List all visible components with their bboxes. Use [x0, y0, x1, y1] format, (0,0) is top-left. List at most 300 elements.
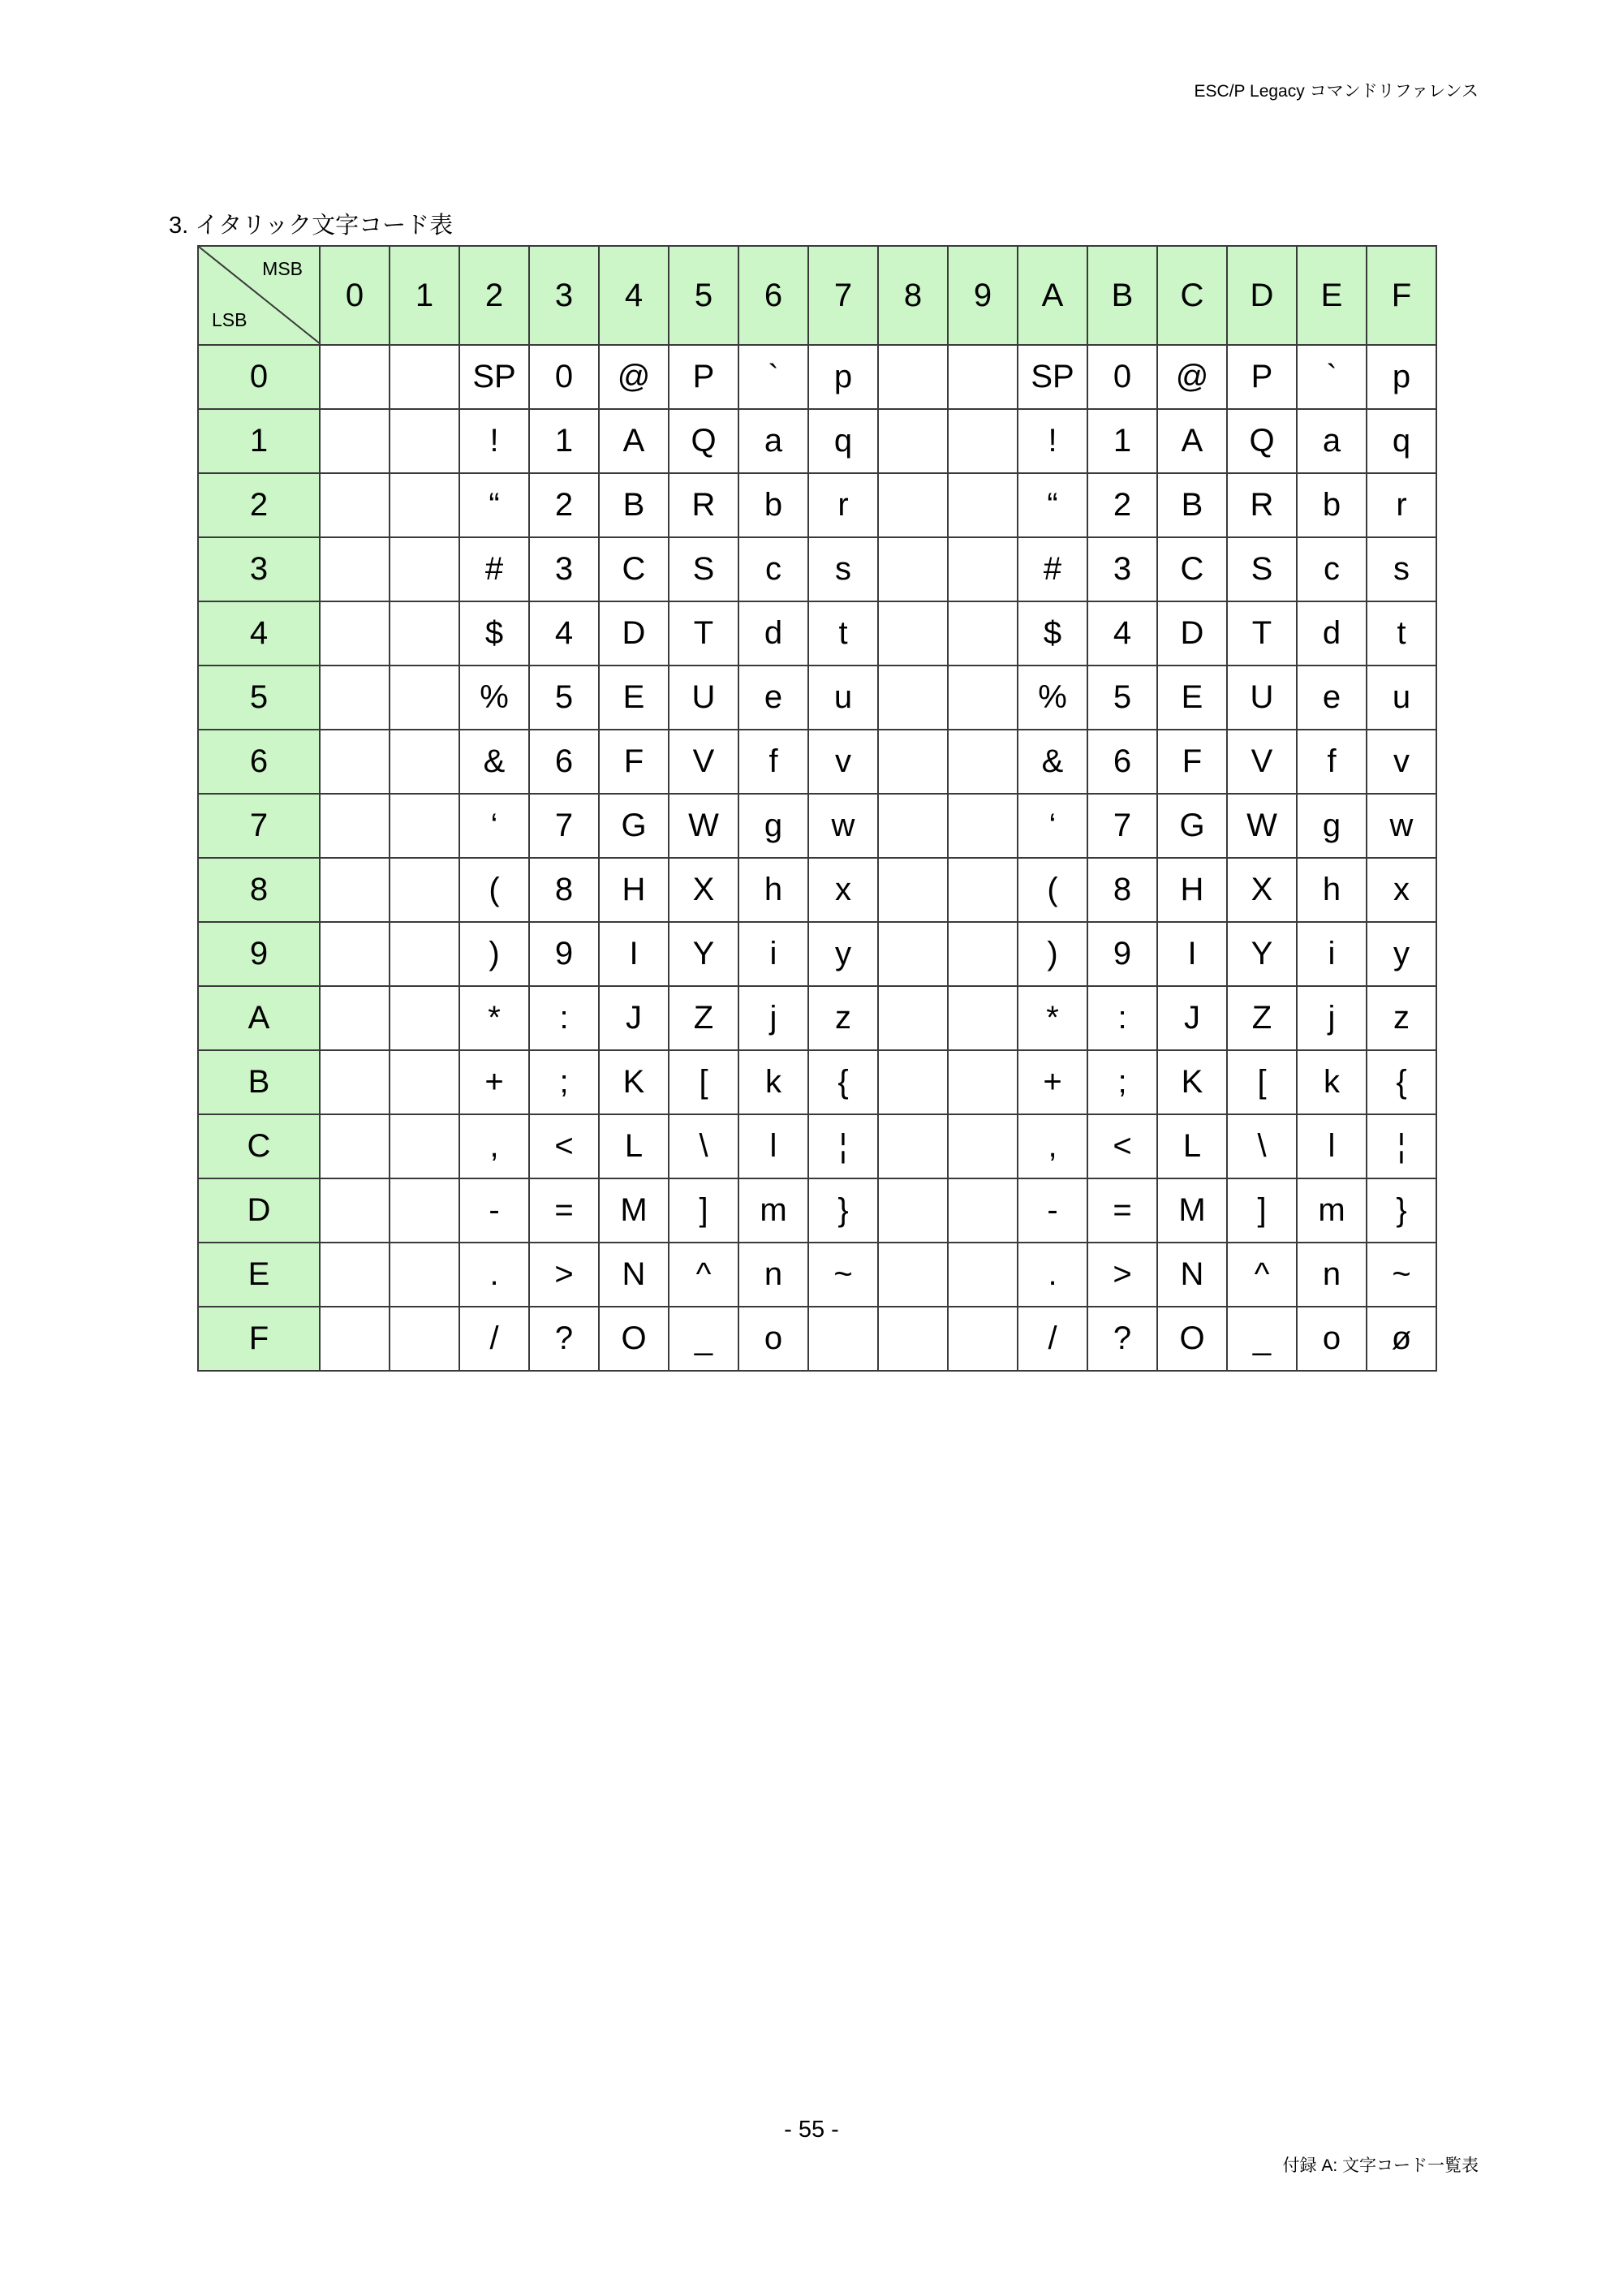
- code-cell: “: [1018, 473, 1087, 537]
- row-header-lsb-A: A: [198, 986, 320, 1050]
- code-cell: [948, 922, 1018, 986]
- code-cell: m: [1297, 1178, 1367, 1243]
- code-cell: [390, 858, 459, 922]
- code-cell: [320, 409, 390, 473]
- lsb-label: LSB: [212, 309, 248, 330]
- row-header-lsb-9: 9: [198, 922, 320, 986]
- code-cell: [390, 601, 459, 666]
- table-corner-cell: [198, 246, 320, 345]
- table-row: [198, 1243, 1436, 1307]
- code-cell: w: [1367, 794, 1436, 858]
- code-cell: [948, 1114, 1018, 1178]
- code-cell: o: [1297, 1307, 1367, 1371]
- code-cell: l: [738, 1114, 808, 1178]
- code-cell: S: [669, 537, 738, 601]
- code-cell: [948, 986, 1018, 1050]
- code-cell: m: [738, 1178, 808, 1243]
- code-cell: [390, 409, 459, 473]
- code-cell: R: [669, 473, 738, 537]
- table-row: [198, 345, 1436, 409]
- code-cell: 9: [529, 922, 599, 986]
- code-cell: [948, 345, 1018, 409]
- code-cell: [320, 1050, 390, 1114]
- code-cell: U: [669, 666, 738, 730]
- code-cell: V: [669, 730, 738, 794]
- code-cell: Y: [669, 922, 738, 986]
- code-cell: y: [808, 922, 878, 986]
- table-row: [198, 986, 1436, 1050]
- code-cell: ;: [1087, 1050, 1157, 1114]
- column-header-msb-2: 2: [459, 246, 529, 345]
- code-cell: A: [1157, 409, 1227, 473]
- row-header-lsb-7: 7: [198, 794, 320, 858]
- code-cell: >: [1087, 1243, 1157, 1307]
- code-cell: C: [599, 537, 669, 601]
- code-cell: h: [738, 858, 808, 922]
- code-cell: k: [738, 1050, 808, 1114]
- code-cell: Z: [669, 986, 738, 1050]
- code-cell: [: [1227, 1050, 1297, 1114]
- footer-title: 付録 A: 文字コード一覧表: [1282, 2156, 1479, 2175]
- code-cell: u: [1367, 666, 1436, 730]
- code-cell: M: [1157, 1178, 1227, 1243]
- code-cell: Y: [1227, 922, 1297, 986]
- code-cell: v: [808, 730, 878, 794]
- code-cell: [: [669, 1050, 738, 1114]
- code-cell: e: [1297, 666, 1367, 730]
- code-cell: (: [459, 858, 529, 922]
- code-cell: [948, 537, 1018, 601]
- code-cell: k: [1297, 1050, 1367, 1114]
- code-cell: i: [1297, 922, 1367, 986]
- code-cell: K: [1157, 1050, 1227, 1114]
- code-cell: 6: [1087, 730, 1157, 794]
- code-cell: ,: [459, 1114, 529, 1178]
- code-cell: M: [599, 1178, 669, 1243]
- code-cell: ]: [669, 1178, 738, 1243]
- code-cell: r: [1367, 473, 1436, 537]
- code-cell: [948, 473, 1018, 537]
- table-row: [198, 473, 1436, 537]
- row-header-lsb-D: D: [198, 1178, 320, 1243]
- code-cell: +: [459, 1050, 529, 1114]
- column-header-msb-9: 9: [948, 246, 1018, 345]
- code-cell: H: [599, 858, 669, 922]
- code-cell: ø: [1367, 1307, 1436, 1371]
- code-cell: <: [1087, 1114, 1157, 1178]
- code-cell: n: [1297, 1243, 1367, 1307]
- code-cell: d: [738, 601, 808, 666]
- row-header-lsb-E: E: [198, 1243, 320, 1307]
- code-cell: [320, 666, 390, 730]
- msb-label: MSB: [262, 258, 303, 279]
- code-cell: F: [599, 730, 669, 794]
- code-cell: ): [1018, 922, 1087, 986]
- code-cell: [320, 986, 390, 1050]
- code-cell: R: [1227, 473, 1297, 537]
- code-cell: (: [1018, 858, 1087, 922]
- code-cell: a: [738, 409, 808, 473]
- code-cell: Q: [1227, 409, 1297, 473]
- code-cell: >: [529, 1243, 599, 1307]
- code-cell: [390, 730, 459, 794]
- code-cell: 3: [1087, 537, 1157, 601]
- code-cell: ): [459, 922, 529, 986]
- code-cell: c: [738, 537, 808, 601]
- code-cell: D: [599, 601, 669, 666]
- column-header-msb-F: F: [1367, 246, 1436, 345]
- code-cell: [390, 1178, 459, 1243]
- code-cell: _: [1227, 1307, 1297, 1371]
- code-cell: r: [808, 473, 878, 537]
- code-cell: SP: [1018, 345, 1087, 409]
- code-cell: n: [738, 1243, 808, 1307]
- code-cell: [320, 1114, 390, 1178]
- code-cell: `: [1297, 345, 1367, 409]
- code-cell: F: [1157, 730, 1227, 794]
- code-cell: O: [1157, 1307, 1227, 1371]
- code-cell: [878, 601, 948, 666]
- code-cell: s: [1367, 537, 1436, 601]
- code-cell: J: [599, 986, 669, 1050]
- code-cell: 8: [529, 858, 599, 922]
- code-cell: X: [1227, 858, 1297, 922]
- code-cell: ~: [1367, 1243, 1436, 1307]
- code-cell: w: [808, 794, 878, 858]
- code-cell: p: [1367, 345, 1436, 409]
- code-cell: g: [1297, 794, 1367, 858]
- column-header-msb-D: D: [1227, 246, 1297, 345]
- code-cell: p: [808, 345, 878, 409]
- code-cell: [948, 858, 1018, 922]
- code-cell: ~: [808, 1243, 878, 1307]
- code-cell: U: [1227, 666, 1297, 730]
- row-header-lsb-5: 5: [198, 666, 320, 730]
- code-cell: S: [1227, 537, 1297, 601]
- code-cell: [878, 1050, 948, 1114]
- code-cell: O: [599, 1307, 669, 1371]
- code-cell: [948, 1307, 1018, 1371]
- code-cell: 2: [1087, 473, 1157, 537]
- code-cell: e: [738, 666, 808, 730]
- code-cell: B: [1157, 473, 1227, 537]
- code-cell: [320, 473, 390, 537]
- code-cell: [948, 730, 1018, 794]
- row-header-lsb-2: 2: [198, 473, 320, 537]
- code-cell: [878, 986, 948, 1050]
- code-cell: 9: [1087, 922, 1157, 986]
- code-cell: *: [1018, 986, 1087, 1050]
- code-cell: [878, 1114, 948, 1178]
- code-cell: :: [529, 986, 599, 1050]
- code-cell: j: [738, 986, 808, 1050]
- code-cell: t: [1367, 601, 1436, 666]
- code-cell: y: [1367, 922, 1436, 986]
- code-cell: [390, 1243, 459, 1307]
- code-cell: \: [669, 1114, 738, 1178]
- code-cell: 6: [529, 730, 599, 794]
- code-cell: ,: [1018, 1114, 1087, 1178]
- code-cell: N: [1157, 1243, 1227, 1307]
- code-cell: ^: [1227, 1243, 1297, 1307]
- code-cell: 5: [529, 666, 599, 730]
- row-header-lsb-6: 6: [198, 730, 320, 794]
- code-cell: C: [1157, 537, 1227, 601]
- page-number: - 55 -: [784, 2117, 839, 2143]
- code-cell: b: [1297, 473, 1367, 537]
- table-row: [198, 730, 1436, 794]
- code-cell: J: [1157, 986, 1227, 1050]
- code-cell: z: [1367, 986, 1436, 1050]
- code-cell: [948, 666, 1018, 730]
- column-header-msb-5: 5: [669, 246, 738, 345]
- code-cell: ¦: [1367, 1114, 1436, 1178]
- code-cell: }: [1367, 1178, 1436, 1243]
- code-cell: 4: [529, 601, 599, 666]
- code-cell: ]: [1227, 1178, 1297, 1243]
- code-cell: [320, 537, 390, 601]
- code-cell: [320, 922, 390, 986]
- code-cell: z: [808, 986, 878, 1050]
- code-cell: [390, 537, 459, 601]
- code-cell: [948, 409, 1018, 473]
- code-cell: @: [1157, 345, 1227, 409]
- code-cell: E: [599, 666, 669, 730]
- code-cell: _: [669, 1307, 738, 1371]
- table-row: [198, 1178, 1436, 1243]
- code-cell: &: [459, 730, 529, 794]
- code-cell: $: [459, 601, 529, 666]
- column-header-msb-A: A: [1018, 246, 1087, 345]
- table-row: [198, 858, 1436, 922]
- code-cell: l: [1297, 1114, 1367, 1178]
- code-cell: [320, 1307, 390, 1371]
- code-cell: x: [808, 858, 878, 922]
- code-cell: [390, 794, 459, 858]
- code-cell: “: [459, 473, 529, 537]
- code-cell: D: [1157, 601, 1227, 666]
- table-row: [198, 666, 1436, 730]
- code-cell: 7: [529, 794, 599, 858]
- code-cell: 1: [529, 409, 599, 473]
- code-cell: [390, 473, 459, 537]
- row-header-lsb-4: 4: [198, 601, 320, 666]
- row-header-lsb-F: F: [198, 1307, 320, 1371]
- code-cell: `: [738, 345, 808, 409]
- table-row: [198, 1114, 1436, 1178]
- code-cell: g: [738, 794, 808, 858]
- code-cell: a: [1297, 409, 1367, 473]
- code-cell: H: [1157, 858, 1227, 922]
- code-cell: V: [1227, 730, 1297, 794]
- column-header-msb-4: 4: [599, 246, 669, 345]
- column-header-msb-7: 7: [808, 246, 878, 345]
- code-cell: G: [1157, 794, 1227, 858]
- code-cell: %: [1018, 666, 1087, 730]
- code-cell: L: [599, 1114, 669, 1178]
- code-cell: v: [1367, 730, 1436, 794]
- code-cell: [320, 794, 390, 858]
- code-cell: [320, 345, 390, 409]
- code-cell: I: [1157, 922, 1227, 986]
- code-cell: @: [599, 345, 669, 409]
- code-cell: 0: [1087, 345, 1157, 409]
- code-cell: ;: [529, 1050, 599, 1114]
- code-cell: [878, 1178, 948, 1243]
- table-row: [198, 409, 1436, 473]
- code-cell: [878, 1243, 948, 1307]
- code-cell: 4: [1087, 601, 1157, 666]
- code-cell: [878, 537, 948, 601]
- code-cell: }: [808, 1178, 878, 1243]
- code-cell: +: [1018, 1050, 1087, 1114]
- code-cell: [390, 1050, 459, 1114]
- code-cell: [948, 1243, 1018, 1307]
- code-cell: [320, 1243, 390, 1307]
- code-cell: h: [1297, 858, 1367, 922]
- code-cell: $: [1018, 601, 1087, 666]
- code-cell: /: [1018, 1307, 1087, 1371]
- code-cell: #: [459, 537, 529, 601]
- code-cell: {: [808, 1050, 878, 1114]
- code-cell: [948, 601, 1018, 666]
- code-cell: P: [669, 345, 738, 409]
- code-cell: SP: [459, 345, 529, 409]
- column-header-msb-B: B: [1087, 246, 1157, 345]
- code-cell: X: [669, 858, 738, 922]
- row-header-lsb-B: B: [198, 1050, 320, 1114]
- section-title: 3. イタリック文字コード表: [169, 213, 454, 239]
- code-cell: x: [1367, 858, 1436, 922]
- code-cell: !: [459, 409, 529, 473]
- code-cell: 0: [529, 345, 599, 409]
- code-cell: [878, 473, 948, 537]
- code-cell: [878, 922, 948, 986]
- code-cell: [878, 794, 948, 858]
- code-cell: -: [459, 1178, 529, 1243]
- code-cell: u: [808, 666, 878, 730]
- code-cell: b: [738, 473, 808, 537]
- code-cell: <: [529, 1114, 599, 1178]
- code-cell: ‘: [1018, 794, 1087, 858]
- column-header-msb-0: 0: [320, 246, 390, 345]
- column-header-msb-C: C: [1157, 246, 1227, 345]
- table-row: [198, 794, 1436, 858]
- code-cell: [878, 1307, 948, 1371]
- code-cell: d: [1297, 601, 1367, 666]
- code-cell: [878, 666, 948, 730]
- code-cell: K: [599, 1050, 669, 1114]
- code-cell: [878, 730, 948, 794]
- code-cell: !: [1018, 409, 1087, 473]
- row-header-lsb-C: C: [198, 1114, 320, 1178]
- code-cell: i: [738, 922, 808, 986]
- table-row: [198, 1050, 1436, 1114]
- column-header-msb-3: 3: [529, 246, 599, 345]
- code-cell: [808, 1307, 878, 1371]
- code-cell: s: [808, 537, 878, 601]
- code-cell: [390, 666, 459, 730]
- table-row: [198, 922, 1436, 986]
- code-cell: B: [599, 473, 669, 537]
- code-cell: [948, 1178, 1018, 1243]
- code-cell: [320, 601, 390, 666]
- code-cell: I: [599, 922, 669, 986]
- code-cell: [390, 1114, 459, 1178]
- code-cell: [320, 1178, 390, 1243]
- code-cell: G: [599, 794, 669, 858]
- code-cell: [390, 922, 459, 986]
- code-cell: [390, 345, 459, 409]
- table-row: [198, 601, 1436, 666]
- code-cell: [320, 858, 390, 922]
- code-cell: [320, 730, 390, 794]
- code-cell: L: [1157, 1114, 1227, 1178]
- row-header-lsb-8: 8: [198, 858, 320, 922]
- table-row: [198, 537, 1436, 601]
- code-cell: [948, 794, 1018, 858]
- code-cell: [878, 409, 948, 473]
- code-cell: 7: [1087, 794, 1157, 858]
- column-header-msb-8: 8: [878, 246, 948, 345]
- row-header-lsb-0: 0: [198, 345, 320, 409]
- code-cell: j: [1297, 986, 1367, 1050]
- code-cell: =: [1087, 1178, 1157, 1243]
- table-row: [198, 1307, 1436, 1371]
- code-cell: &: [1018, 730, 1087, 794]
- code-cell: W: [669, 794, 738, 858]
- row-header-lsb-3: 3: [198, 537, 320, 601]
- code-cell: #: [1018, 537, 1087, 601]
- code-cell: {: [1367, 1050, 1436, 1114]
- code-cell: [878, 858, 948, 922]
- code-cell: W: [1227, 794, 1297, 858]
- code-cell: [390, 1307, 459, 1371]
- code-cell: ?: [529, 1307, 599, 1371]
- header-title: ESC/P Legacy コマンドリファレンス: [1194, 82, 1479, 101]
- code-cell: [390, 986, 459, 1050]
- code-cell: =: [529, 1178, 599, 1243]
- code-cell: .: [1018, 1243, 1087, 1307]
- column-header-msb-E: E: [1297, 246, 1367, 345]
- column-header-msb-1: 1: [390, 246, 459, 345]
- code-cell: .: [459, 1243, 529, 1307]
- column-header-row: [198, 246, 1436, 345]
- code-cell: f: [738, 730, 808, 794]
- code-cell: c: [1297, 537, 1367, 601]
- code-cell: f: [1297, 730, 1367, 794]
- code-cell: Q: [669, 409, 738, 473]
- code-cell: N: [599, 1243, 669, 1307]
- code-cell: o: [738, 1307, 808, 1371]
- code-cell: *: [459, 986, 529, 1050]
- code-cell: ^: [669, 1243, 738, 1307]
- row-header-lsb-1: 1: [198, 409, 320, 473]
- code-cell: [948, 1050, 1018, 1114]
- code-cell: E: [1157, 666, 1227, 730]
- code-cell: ‘: [459, 794, 529, 858]
- code-cell: t: [808, 601, 878, 666]
- code-cell: \: [1227, 1114, 1297, 1178]
- code-cell: :: [1087, 986, 1157, 1050]
- code-cell: Z: [1227, 986, 1297, 1050]
- code-cell: /: [459, 1307, 529, 1371]
- code-cell: 8: [1087, 858, 1157, 922]
- code-cell: 2: [529, 473, 599, 537]
- character-code-table: [197, 245, 1437, 1372]
- code-cell: [878, 345, 948, 409]
- code-cell: %: [459, 666, 529, 730]
